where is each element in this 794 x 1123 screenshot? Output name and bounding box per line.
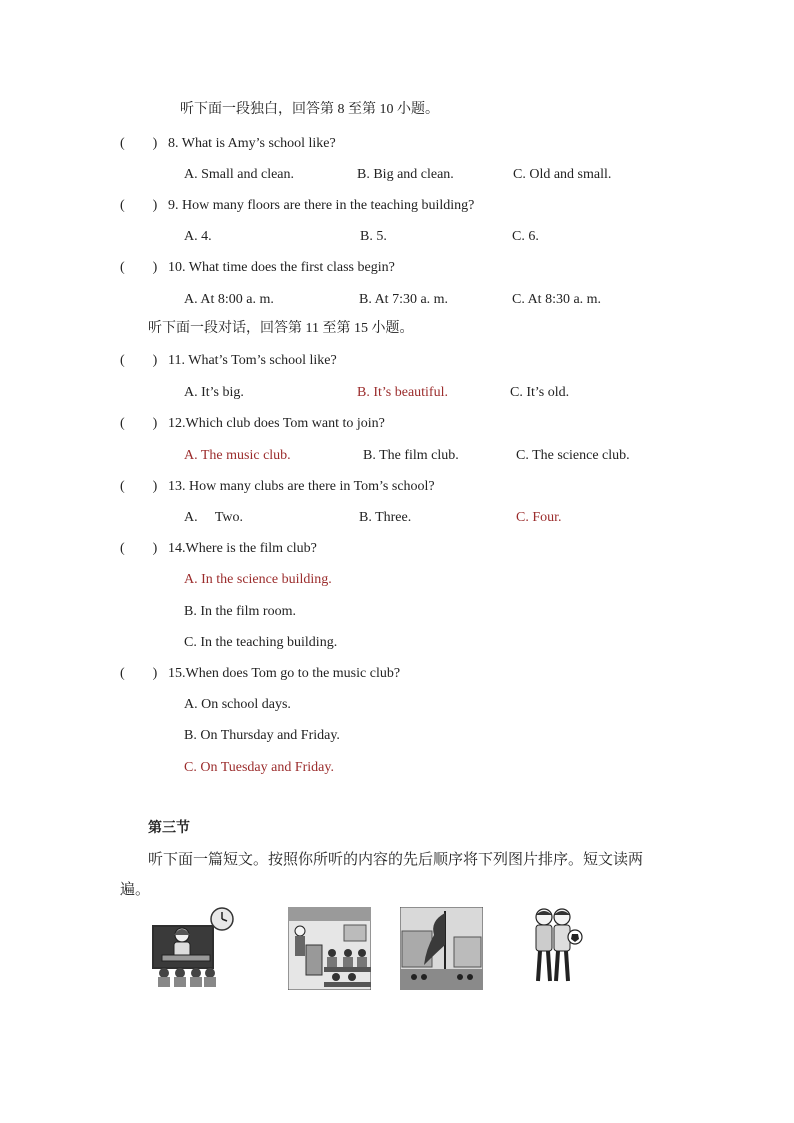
- answer-blank-13[interactable]: ( ): [120, 479, 158, 494]
- q10-option-b: B. At 7:30 a. m.: [359, 292, 449, 307]
- section-3-instruction: 听下面一篇短文。按照你所听的内容的先后顺序将下列图片排序。短文读两: [148, 852, 644, 868]
- question-10: 10. What time does the first class begin?: [168, 260, 395, 275]
- question-15: 15.When does Tom go to the music club?: [168, 666, 401, 681]
- q8-option-c: C. Old and small.: [513, 167, 612, 182]
- section-3-instruction-cont: 遍。: [120, 882, 151, 898]
- q10-option-a: A. At 8:00 a. m.: [184, 292, 274, 307]
- q11-option-b-correct: B. It’s beautiful.: [357, 385, 448, 400]
- answer-blank-14[interactable]: ( ): [120, 541, 158, 556]
- q8-option-b: B. Big and clean.: [357, 167, 454, 182]
- answer-blank-15[interactable]: ( ): [120, 666, 158, 681]
- question-9: 9. How many floors are there in the teaching building?: [168, 198, 475, 213]
- q15-option-b: B. On Thursday and Friday.: [184, 728, 340, 743]
- q9-option-b: B. 5.: [360, 229, 387, 244]
- answer-blank-11[interactable]: ( ): [120, 353, 158, 368]
- q9-option-a: A. 4.: [184, 229, 212, 244]
- q15-option-c-correct: C. On Tuesday and Friday.: [184, 760, 334, 775]
- section-3-heading: 第三节: [148, 821, 190, 836]
- q14-option-c: C. In the teaching building.: [184, 635, 338, 650]
- q8-option-a: A. Small and clean.: [184, 167, 295, 182]
- q14-option-b: B. In the film room.: [184, 604, 296, 619]
- q11-option-c: C. It’s old.: [510, 385, 570, 400]
- q13-option-c-correct: C. Four.: [516, 510, 562, 525]
- picture-classroom-students: [288, 907, 371, 990]
- question-8: 8. What is Amy’s school like?: [168, 136, 336, 151]
- section-intro-1: 听下面一段独白，回答第 8 至第 10 小题。: [180, 102, 439, 117]
- section-intro-2: 听下面一段对话，回答第 11 至第 15 小题。: [148, 321, 414, 336]
- question-13: 13. How many clubs are there in Tom’s school?: [168, 479, 435, 494]
- q12-option-b: B. The film club.: [363, 448, 459, 463]
- q11-option-a: A. It’s big.: [184, 385, 244, 400]
- q14-option-a-correct: A. In the science building.: [184, 572, 332, 587]
- q12-option-c: C. The science club.: [516, 448, 630, 463]
- question-14: 14.Where is the film club?: [168, 541, 317, 556]
- picture-flag-raising: [400, 907, 483, 990]
- answer-blank-8[interactable]: ( ): [120, 136, 158, 151]
- answer-blank-10[interactable]: ( ): [120, 260, 158, 275]
- q13-option-a: A. Two.: [184, 510, 244, 525]
- answer-blank-12[interactable]: ( ): [120, 416, 158, 431]
- q13-option-b: B. Three.: [359, 510, 412, 525]
- picture-classroom-teacher: [152, 905, 236, 989]
- q15-option-a: A. On school days.: [184, 697, 291, 712]
- q12-option-a-correct: A. The music club.: [184, 448, 291, 463]
- question-11: 11. What’s Tom’s school like?: [168, 353, 337, 368]
- answer-blank-9[interactable]: ( ): [120, 198, 158, 213]
- q10-option-c: C. At 8:30 a. m.: [512, 292, 602, 307]
- question-12: 12.Which club does Tom want to join?: [168, 416, 385, 431]
- picture-boys-football: [528, 907, 584, 989]
- q9-option-c: C. 6.: [512, 229, 539, 244]
